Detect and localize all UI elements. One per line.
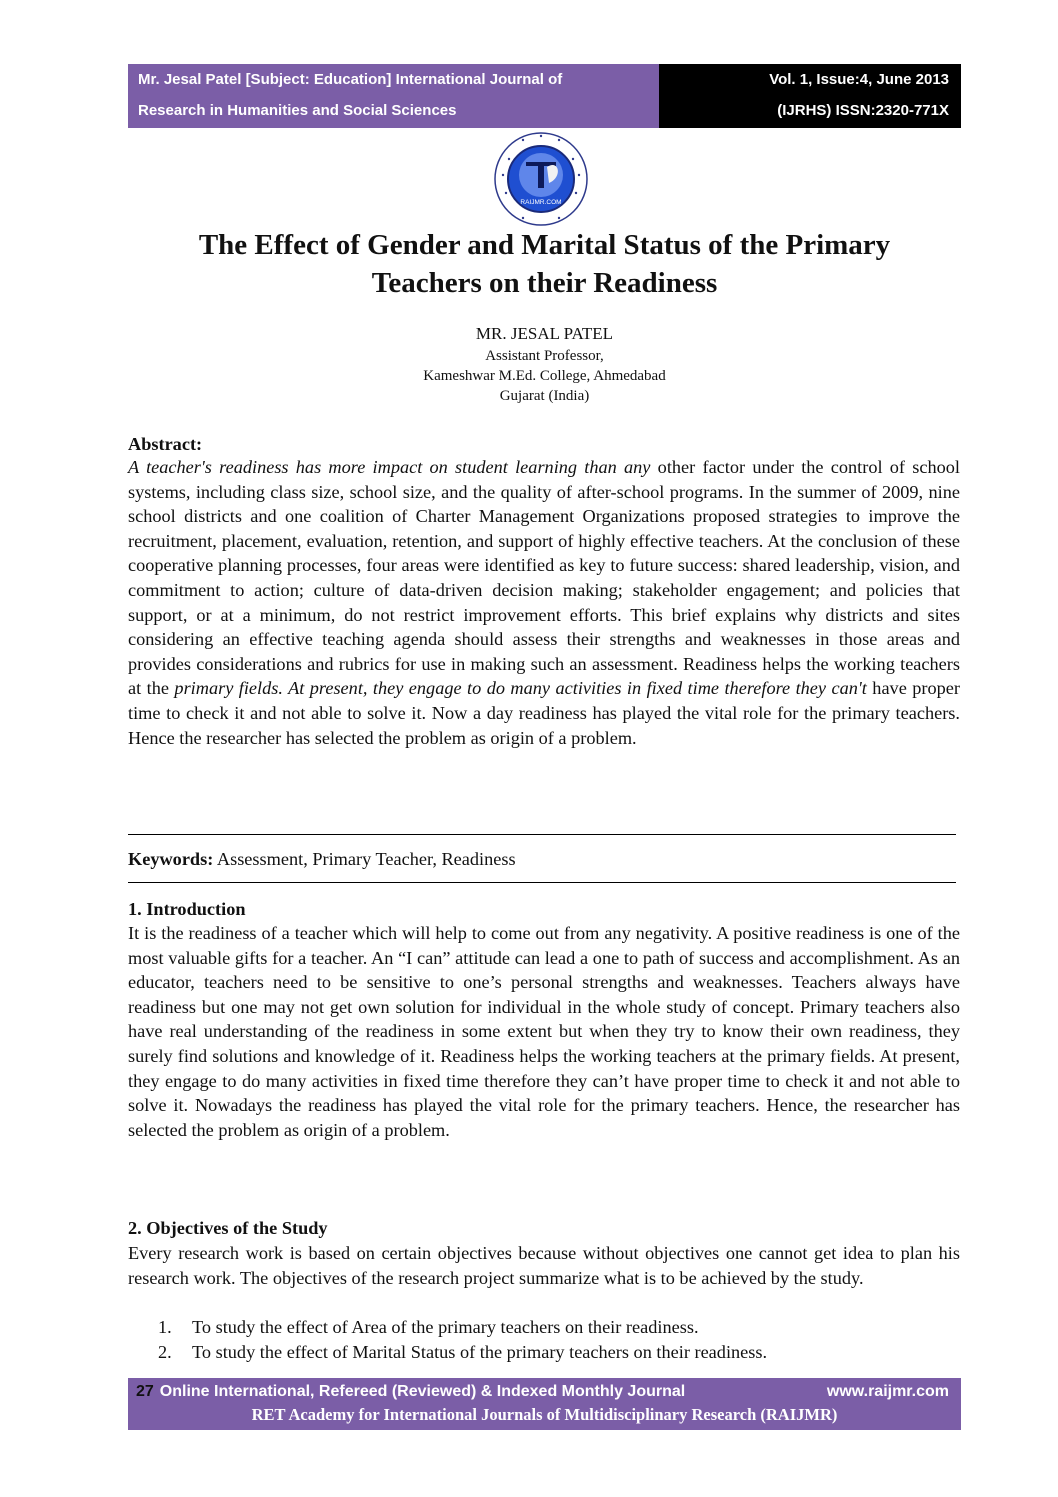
objectives-heading: 2. Objectives of the Study [128,1218,328,1238]
logo-text: RAIJMR.COM [520,199,562,206]
keywords-text: Assessment, Primary Teacher, Readiness [213,849,516,869]
header-journal-name: Research in Humanities and Social Sciences [138,102,457,119]
footer-academy: RET Academy for International Journals of Multidisciplinary Research (RAIJMR) [251,1405,838,1424]
introduction-heading: 1. Introduction [128,899,246,919]
header-issn: (IJRHS) ISSN:2320-771X [777,102,949,119]
footer-line1 [136,1383,685,1401]
header-volume: Vol. 1, Issue:4, June 2013 [769,71,949,88]
header-right-band [659,64,961,128]
introduction-body: It is the readiness of a teacher which will help to come out from any negativity. A positive readiness is one of the most valuable gifts for a teacher. An “I can” attitude can lead a one to path of success and accomplishment. As an educator, teachers need to be sensitive to one’s personal strengths and weaknesses. Teachers always have readiness but one may not get own solution for individual in the whole study of concept. Primary teachers also have real understanding of the readiness in some extent but when they try to know their own readiness, they surely find solutions and knowledge of it. Readiness helps the working teachers at the primary fields. At present, they engage to do many activities in fixed time therefore they can’t have proper time to check it and not able to solve it. Nowadays the readiness has played the vital role for the primary teachers. Hence, the researcher has selected the problem as origin of a problem. [128,923,960,1140]
keywords-label: Keywords: [128,849,214,869]
page-number: 27 [136,1383,154,1400]
objectives-list [158,1315,958,1364]
list-item [158,1340,958,1365]
list-item [158,1315,958,1340]
abstract-text-2: have proper time to check it and not able to solve it. Now a day readiness has played the vital role for the primary teachers. Hence the researcher has selected the problem as origin of a problem. [128,678,960,748]
paper-title-line1: The Effect of Gender and Marital Status of the Primary [198,229,891,261]
abstract-heading: Abstract: [128,434,203,454]
abstract-italic-mid: primary fields. At present, they engage to do many activities in fixed time therefore they can't [174,678,867,699]
author-location: Gujarat (India) [499,388,590,404]
objectives-body: Every research work is based on certain objectives because without objectives one cannot get idea to plan his research work. The objectives of the research project summarize what is to be achieved by the study. [128,1243,960,1288]
author-block [128,322,961,406]
list-item-number: 1. [158,1317,172,1337]
abstract-italic-lead: A teacher's readiness has more impact on student learning than any [128,457,651,477]
journal-header [128,64,961,128]
journal-footer [128,1378,961,1430]
paper-title-line2: Teachers on their Readiness [371,267,718,299]
raijmr-seal-icon [489,131,593,227]
header-left-band [128,64,659,128]
list-item-text: To study the effect of Marital Status of the primary teachers on their readiness. [192,1341,768,1362]
footer-website-link[interactable]: www.raijmr.com [826,1383,949,1400]
abstract-text-1: other factor under the control of school systems, including class size, school size, and the quality of after-school programs. In the summer of 2009, nine school districts and one coalition of Charter Management Organizations proposed strategies to improve the recruitment, placement, evaluation, retention, and support of highly effective teachers. At the conclusion of these cooperative planning processes, four areas were identified as key to future success: shared leadership, vision, and commitment to action; culture of data-driven decision making; stakeholder engagement; and policies that support, or at a minimum, do not restrict improvement efforts. This brief explains why districts and sites considering an effective teaching agenda should assess their strengths and weaknesses in those areas and provides considerations and rubrics for use in making such an assessment. Readiness helps the working teachers at the [128,457,960,699]
header-author-journal: Mr. Jesal Patel [Subject: Education] International Journal of [138,71,563,88]
divider-top [128,834,956,835]
author-college: Kameshwar M.Ed. College, Ahmedabad [423,368,666,384]
abstract-body [128,455,960,750]
author-name: MR. JESAL PATEL [475,324,614,343]
keywords-line [128,847,960,872]
author-position: Assistant Professor, [485,348,604,364]
paper-title [128,226,961,302]
divider-bottom [128,882,956,883]
list-item-text: To study the effect of Area of the primary teachers on their readiness. [192,1317,699,1337]
list-item-number: 2. [158,1341,172,1362]
footer-journal-type: Online International, Refereed (Reviewed) & Indexed Monthly Journal [159,1383,686,1400]
